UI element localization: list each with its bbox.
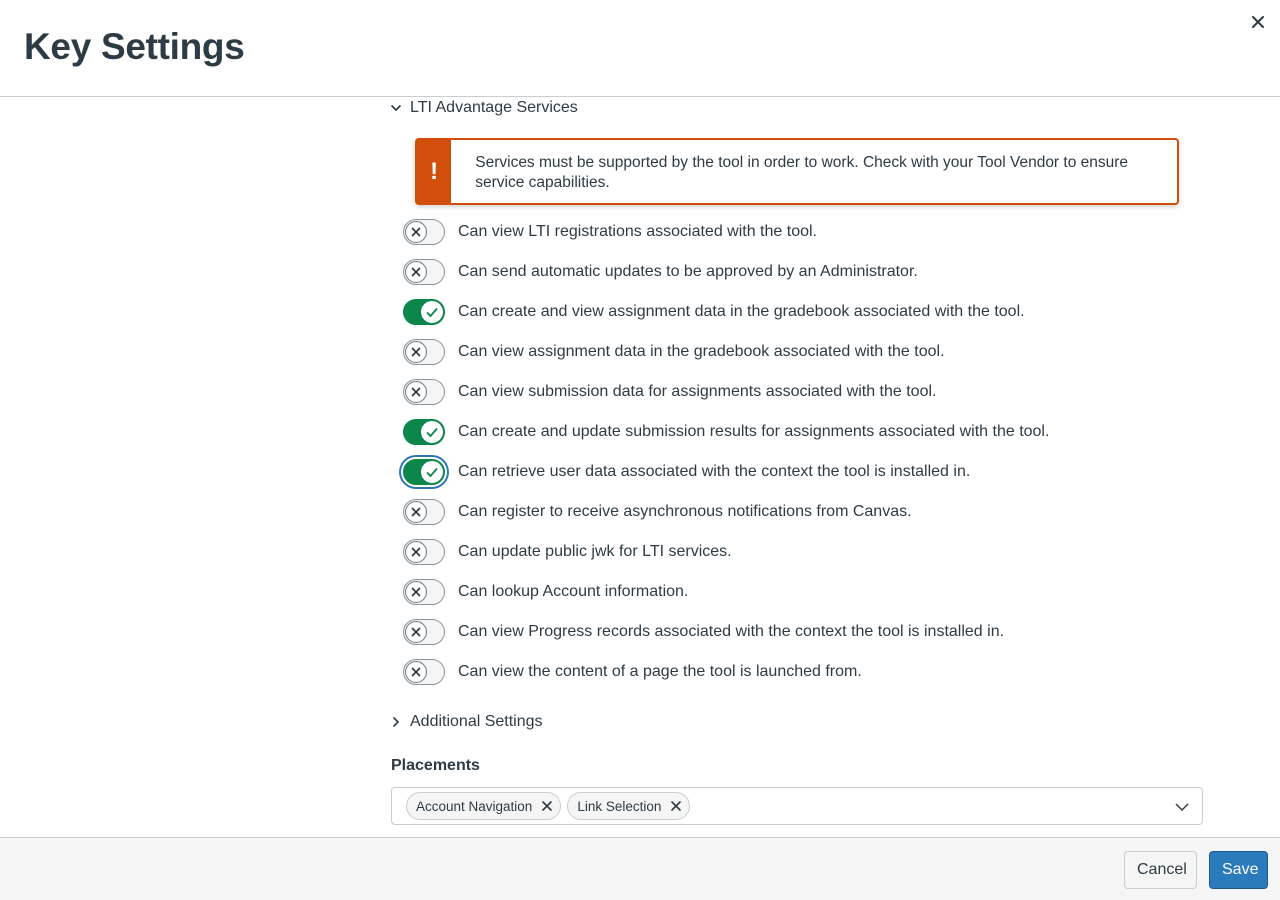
remove-tag-icon[interactable] bbox=[542, 801, 552, 811]
service-row bbox=[403, 292, 1223, 332]
service-label: Can lookup Account information. bbox=[458, 583, 689, 600]
toggle-knob bbox=[405, 221, 427, 243]
service-row bbox=[403, 372, 1223, 412]
placement-tag-label: Account Navigation bbox=[416, 798, 533, 814]
x-icon bbox=[411, 667, 421, 677]
toggle-knob bbox=[405, 381, 427, 403]
service-label: Can create and view assignment data in the gradebook associated with the tool. bbox=[458, 303, 1025, 320]
service-label: Can view submission data for assignments associated with the tool. bbox=[458, 383, 937, 400]
warning-icon: ! bbox=[417, 140, 451, 203]
service-label: Can send automatic updates to be approved by an Administrator. bbox=[458, 263, 918, 280]
check-icon bbox=[425, 425, 439, 439]
x-icon bbox=[411, 587, 421, 597]
modal-body bbox=[0, 97, 1280, 837]
warning-alert bbox=[415, 138, 1179, 205]
service-label: Can view Progress records associated with the context the tool is installed in. bbox=[458, 623, 1005, 640]
toggle-knob bbox=[405, 341, 427, 363]
lti-advantage-services-toggle[interactable] bbox=[390, 99, 578, 117]
service-label: Can register to receive asynchronous notifications from Canvas. bbox=[458, 503, 912, 520]
placement-tag[interactable] bbox=[406, 792, 561, 820]
x-icon bbox=[411, 547, 421, 557]
chevron-right-icon bbox=[390, 716, 402, 728]
service-row bbox=[403, 332, 1223, 372]
service-label: Can create and update submission results for assignments associated with the tool. bbox=[458, 423, 1050, 440]
toggle-knob bbox=[421, 301, 443, 323]
page-title: Key Settings bbox=[24, 26, 245, 67]
service-toggle[interactable] bbox=[403, 299, 445, 325]
service-row bbox=[403, 452, 1223, 492]
modal-footer bbox=[0, 837, 1280, 900]
service-row bbox=[403, 532, 1223, 572]
service-toggle[interactable] bbox=[403, 499, 445, 525]
close-button[interactable] bbox=[1248, 12, 1268, 32]
service-toggle[interactable] bbox=[403, 579, 445, 605]
service-toggle[interactable] bbox=[403, 659, 445, 685]
service-toggle[interactable] bbox=[403, 619, 445, 645]
service-row bbox=[403, 612, 1223, 652]
chevron-down-icon bbox=[390, 102, 402, 114]
placements-select[interactable] bbox=[391, 787, 1203, 825]
modal-header bbox=[0, 0, 1280, 97]
toggle-knob bbox=[405, 621, 427, 643]
x-icon bbox=[411, 627, 421, 637]
service-toggle[interactable] bbox=[403, 339, 445, 365]
service-toggle[interactable] bbox=[403, 419, 445, 445]
service-row bbox=[403, 252, 1223, 292]
cancel-button[interactable]: Cancel bbox=[1124, 851, 1197, 889]
toggle-knob bbox=[405, 661, 427, 683]
service-row bbox=[403, 652, 1223, 692]
service-row bbox=[403, 572, 1223, 612]
check-icon bbox=[425, 465, 439, 479]
service-label: Can view assignment data in the gradebook associated with the tool. bbox=[458, 343, 945, 360]
additional-settings-toggle[interactable] bbox=[390, 713, 543, 731]
save-button[interactable]: Save bbox=[1209, 851, 1268, 889]
service-toggle[interactable] bbox=[403, 219, 445, 245]
toggle-knob bbox=[405, 261, 427, 283]
x-icon bbox=[411, 347, 421, 357]
service-row bbox=[403, 212, 1223, 252]
service-label: Can update public jwk for LTI services. bbox=[458, 543, 732, 560]
toggle-knob bbox=[405, 541, 427, 563]
x-icon bbox=[411, 387, 421, 397]
x-icon bbox=[411, 227, 421, 237]
service-toggle[interactable] bbox=[403, 259, 445, 285]
service-row bbox=[403, 492, 1223, 532]
placement-tag[interactable] bbox=[567, 792, 690, 820]
toggle-knob bbox=[421, 461, 443, 483]
service-toggle[interactable] bbox=[403, 539, 445, 565]
remove-tag-icon[interactable] bbox=[671, 801, 681, 811]
check-icon bbox=[425, 305, 439, 319]
toggle-knob bbox=[405, 581, 427, 603]
section-label: Additional Settings bbox=[410, 713, 543, 730]
placement-tag-label: Link Selection bbox=[577, 798, 662, 814]
x-icon bbox=[411, 507, 421, 517]
toggle-knob bbox=[405, 501, 427, 523]
service-toggle[interactable] bbox=[403, 379, 445, 405]
services-list bbox=[403, 212, 1223, 692]
service-label: Can view the content of a page the tool is launched from. bbox=[458, 663, 862, 680]
section-label: LTI Advantage Services bbox=[410, 99, 578, 116]
service-label: Can view LTI registrations associated with the tool. bbox=[458, 223, 817, 240]
x-icon bbox=[411, 267, 421, 277]
alert-message: Services must be supported by the tool in order to work. Check with your Tool Vendor to ensure service capabilities. bbox=[475, 154, 1129, 191]
placements-label: Placements bbox=[391, 757, 480, 774]
service-toggle[interactable] bbox=[403, 459, 445, 485]
chevron-down-icon[interactable] bbox=[1174, 799, 1190, 815]
toggle-knob bbox=[421, 421, 443, 443]
service-label: Can retrieve user data associated with the context the tool is installed in. bbox=[458, 463, 971, 480]
service-row bbox=[403, 412, 1223, 452]
close-icon bbox=[1252, 16, 1264, 28]
